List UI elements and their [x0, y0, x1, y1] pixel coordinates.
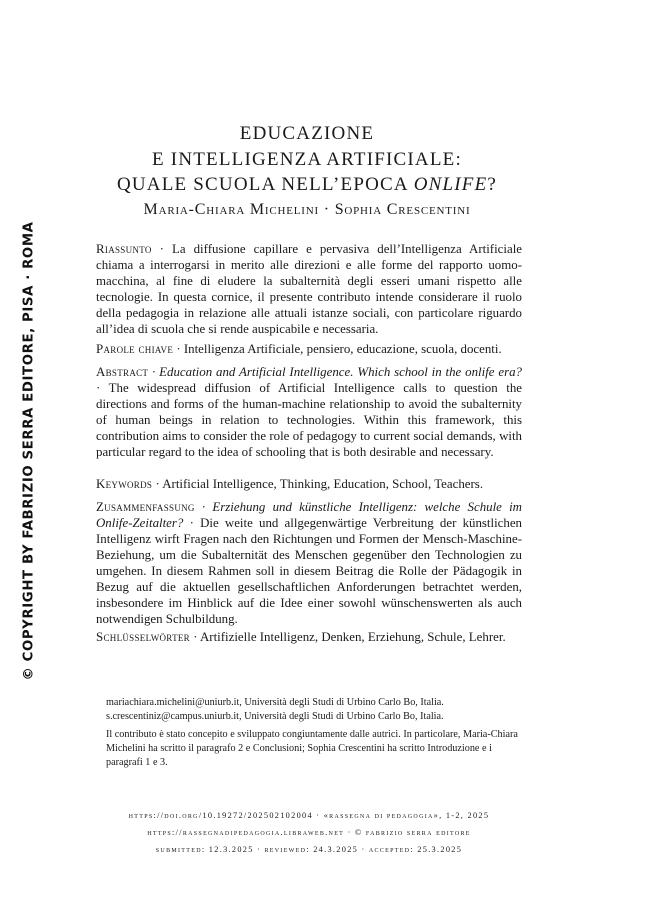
- authors: Maria-Chiara Michelini · Sophia Crescentini: [143, 201, 471, 218]
- title-onlife: ONLIFE: [413, 174, 488, 195]
- zusammenfassung-text: · Die weite und allgegenwärtige Verbreitung der künstlichen Intelligenz wirft Fragen nach den Richtungen und Formen der Mensch-Maschine-Beziehung, um die Subalternität des Menschen gegenüber den Technologien zu umgehen. In diesem Rahmen soll in diesem Beitrag die Rolle der Pädagogik in Bezug auf die aktuellen gesellschaftlichen Anforderungen betrachtet werden, insbesondere im Hinblick auf die Idee einer sowohl wünschenswerten als auch notwendigen Schulbildung.: [96, 516, 522, 626]
- zusammenfassung-paragraph: [96, 499, 522, 627]
- keywords-label: Keywords: [96, 477, 153, 491]
- abstract-label: Abstract: [96, 365, 149, 379]
- riassunto-label: Riassunto: [96, 242, 152, 256]
- riassunto-text: · La diffusione capillare e pervasiva dell’Intelligenza Artificiale chiama a interrogarsi in merito alle direzioni e alle forme del rapporto uomo-macchina, al fine di eludere la subalternità degli esseri umani rispetto alle tecnologie. In questa cornice, il presente contributo intende considerare il ruolo della pedagogia in relazione alle attuali istanze sociali, con particolare riguardo all’idea di scuola che si rende auspicabile e necessaria.: [96, 242, 522, 336]
- title-line-3-pre: QUALE SCUOLA NELL’EPOCA: [116, 174, 414, 195]
- title-line-1: EDUCAZIONE: [239, 123, 375, 144]
- contribution-note: Il contributo è stato concepito e sviluppato congiuntamente dalle autrici. In particolare, Maria-Chiara Michelini ha scritto il paragrafo 2 e Conclusioni; Sophia Crescentini ha scritto Introduzione e i paragrafi 1 e 3.: [106, 729, 518, 768]
- riassunto-paragraph: [96, 241, 522, 337]
- copyright-text: © COPYRIGHT BY FABRIZIO SERRA EDITORE, PISA · ROMA: [21, 221, 37, 681]
- copyright-sidebar: [14, 216, 44, 686]
- footer-dates: submitted: 12.3.2025 · reviewed: 24.3.2025 · accepted: 25.3.2025: [155, 845, 463, 854]
- abstract-title: · Education and Artificial Intelligence. Which school in the onlife era?: [148, 365, 522, 379]
- keywords-paragraph: [96, 476, 522, 492]
- abstract-paragraph: [96, 364, 522, 460]
- abstract-text: · The widespread diffusion of Artificial Intelligence calls to question the directions and forms of the human-machine relationship to avoid the subalternity of human beings in relation to technologies. Within this framework, this contribution aims to consider the role of pedagogy to current social demands, with particular regard to the idea of schooling that is both desirable and necessary.: [96, 381, 522, 459]
- title-line-2: E INTELLIGENZA ARTIFICIALE:: [152, 149, 462, 170]
- parole-chiave-paragraph: [96, 341, 522, 357]
- keywords-text: · Artificial Intelligence, Thinking, Education, School, Teachers.: [152, 477, 484, 491]
- title-line-3-post: ?: [487, 174, 498, 195]
- parole-chiave-text: · Intelligenza Artificiale, pensiero, educazione, scuola, docenti.: [173, 342, 502, 356]
- schluesselwoerter-paragraph: [96, 629, 522, 645]
- footer-doi: https://doi.org/10.19272/202502102004 · «rassegna di pedagogia», 1-2, 2025: [128, 811, 490, 820]
- author-email-1: mariachiara.michelini@uniurb.it, Università degli Studi di Urbino Carlo Bo, Italia.: [106, 697, 444, 708]
- zusammenfassung-label: Zusammenfassung: [96, 500, 195, 514]
- schluesselwoerter-label: Schlüsselwörter: [96, 630, 190, 644]
- zusammenfassung-title: · Erziehung und künstliche Intelligenz: welche Schule im Onlife-Zeitalter?: [96, 500, 522, 530]
- footer-web: https://rassegnadipedagogia.libraweb.net · © fabrizio serra editore: [147, 828, 471, 837]
- title-line-3: [96, 172, 518, 198]
- author-email-2: s.crescentiniz@campus.uniurb.it, Università degli Studi di Urbino Carlo Bo, Italia.: [106, 711, 444, 722]
- parole-chiave-label: Parole chiave: [96, 342, 174, 356]
- schluesselwoerter-text: · Artifizielle Intelligenz, Denken, Erziehung, Schule, Lehrer.: [189, 630, 506, 644]
